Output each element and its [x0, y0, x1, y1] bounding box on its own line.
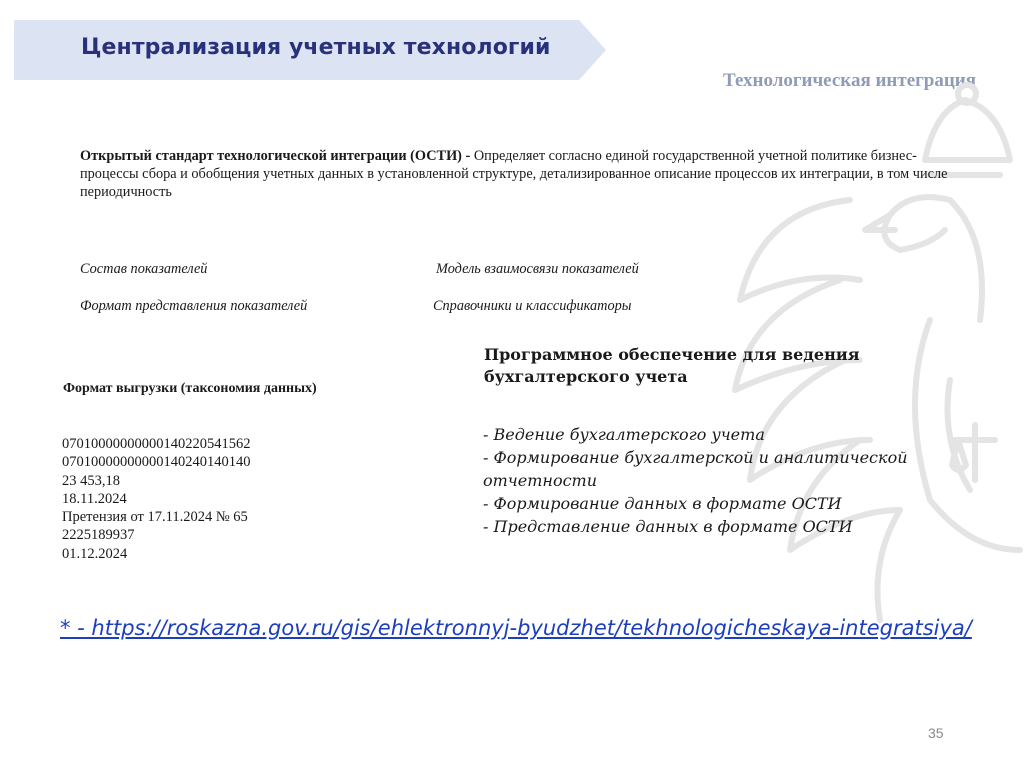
component-relationship-model: Модель взаимосвязи показателей: [436, 261, 639, 277]
component-presentation-format: Формат представления показателей: [80, 298, 308, 314]
software-function-item: - Ведение бухгалтерского учета: [483, 425, 765, 444]
section-subtitle: Технологическая интеграция: [723, 70, 976, 91]
osti-definition: [80, 147, 960, 201]
source-link[interactable]: * - https://roskazna.gov.ru/gis/ehlektronnyj-byudzhet/tekhnologicheskaya-integratsiya/: [60, 616, 972, 640]
export-format-list: [62, 435, 251, 563]
export-item: 18.11.2024: [62, 490, 127, 507]
software-functions-list: [483, 423, 953, 538]
software-function-item: - Формирование данных в формате ОСТИ: [483, 494, 842, 513]
osti-definition-text: Определяет согласно единой государственной учетной политике бизнес-процессы сбора и обобщения учетных данных в установленной структуре, детализированное описание процессов их интеграции, в том числе периодичность: [80, 148, 948, 200]
header-banner: [14, 20, 606, 80]
component-indicators-composition: Состав показателей: [80, 261, 208, 277]
export-item: 2225189937: [62, 527, 135, 544]
export-item: 23 453,18: [62, 472, 120, 489]
osti-definition-term: Открытый стандарт технологической интеграции (ОСТИ) -: [80, 148, 471, 164]
export-item: 01.12.2024: [62, 545, 128, 562]
export-item: 07010000000000140240140140: [62, 454, 251, 471]
software-title: Программное обеспечение для ведения бухгалтерского учета: [484, 345, 860, 386]
software-function-item: - Формирование бухгалтерской и аналитической отчетности: [483, 448, 908, 490]
export-item: 07010000000000140220541562: [62, 436, 251, 452]
export-format-title: Формат выгрузки (таксономия данных): [63, 381, 317, 396]
export-item: Претензия от 17.11.2024 № 65: [62, 509, 248, 526]
page-title: Централизация учетных технологий: [81, 35, 551, 60]
page-number: 35: [928, 725, 944, 741]
component-reference-books: Справочники и классификаторы: [433, 298, 632, 314]
software-function-item: - Представление данных в формате ОСТИ: [483, 517, 853, 536]
